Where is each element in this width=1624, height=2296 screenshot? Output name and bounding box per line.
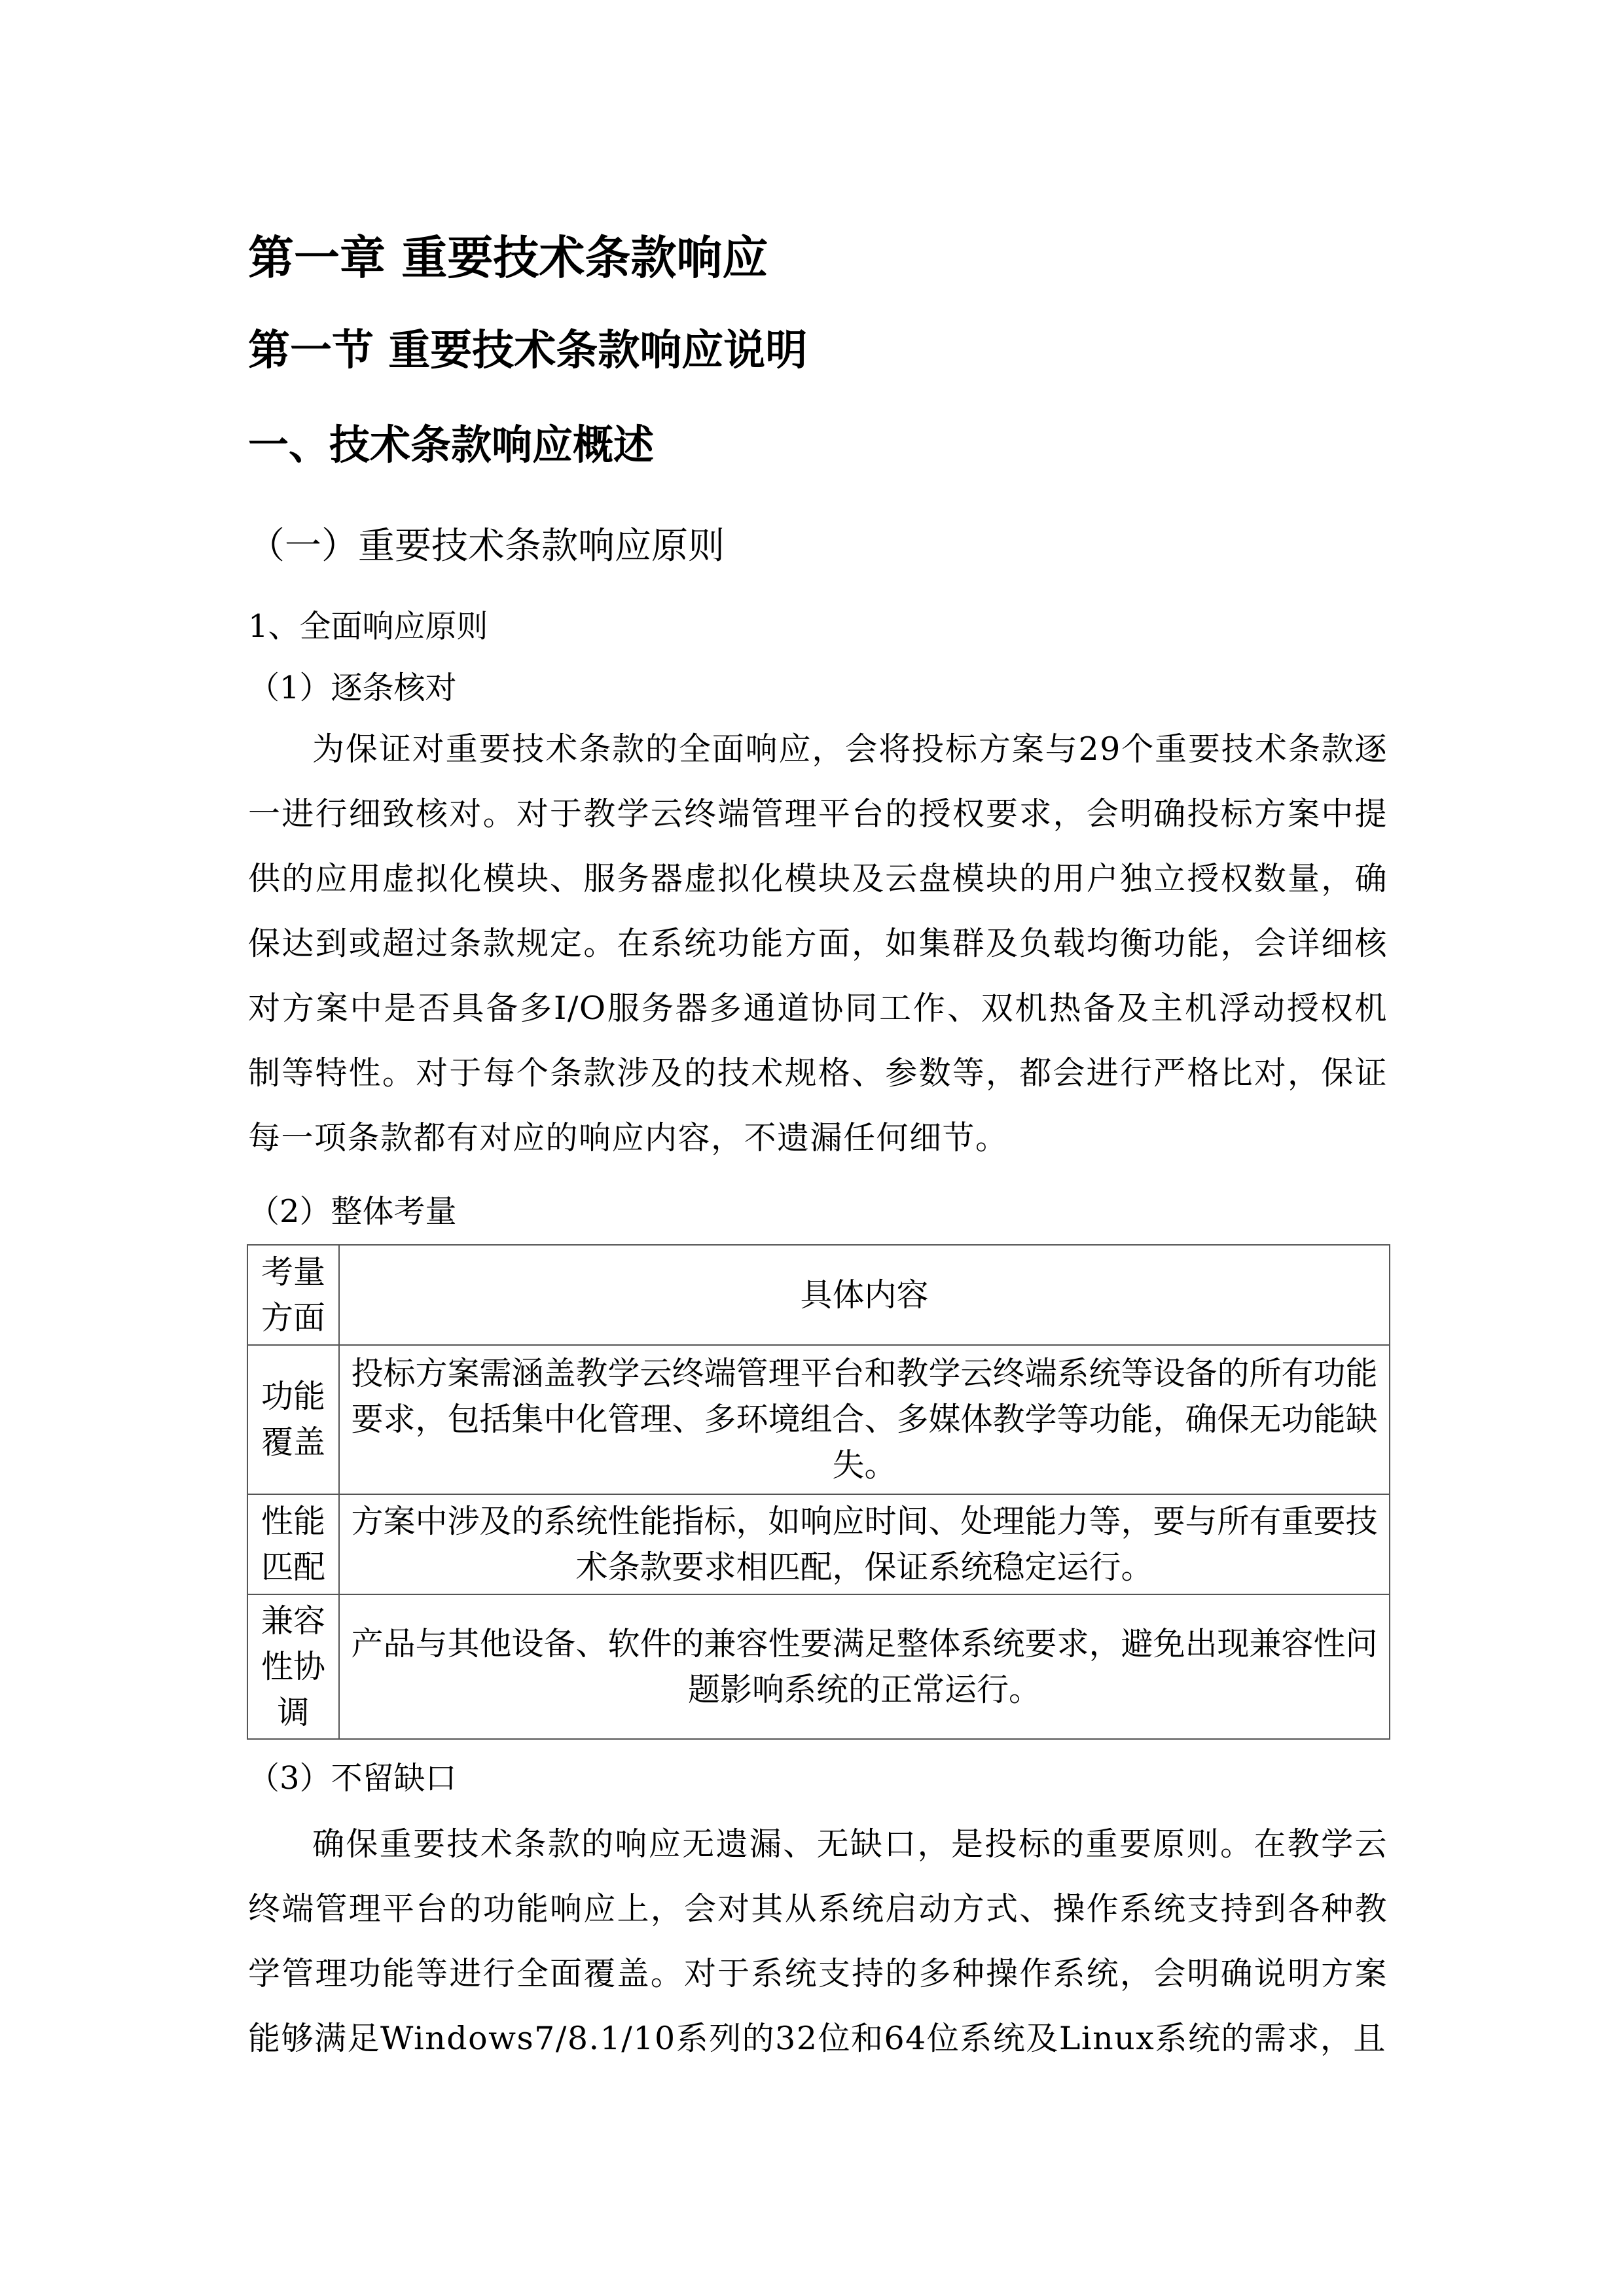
table-row	[247, 1345, 1390, 1494]
table-header-cell: 具体内容	[339, 1245, 1390, 1345]
table-cell-aspect: 功能覆盖	[247, 1345, 339, 1494]
table-cell-content: 产品与其他设备、软件的兼容性要满足整体系统要求，避免出现兼容性问题影响系统的正常运行。	[339, 1594, 1390, 1739]
item-1-paragraph: 为保证对重要技术条款的全面响应，会将投标方案与29个重要技术条款逐一进行细致核对。对于教学云终端管理平台的授权要求，会明确投标方案中提供的应用虚拟化模块、服务器虚拟化模块及云盘模块的用户独立授权数量，确保达到或超过条款规定。在系统功能方面，如集群及负载均衡功能，会详细核对方案中是否具备多I/O服务器多通道协同工作、双机热备及主机浮动授权机制等特性。对于每个条款涉及的技术规格、参数等，都会进行严格比对，保证每一项条款都有对应的响应内容，不遗漏任何细节。	[248, 730, 1388, 1157]
considerations-table	[247, 1244, 1390, 1740]
heading-level-1: 一、技术条款响应概述	[248, 421, 655, 469]
item-2-title: （2）整体考量	[248, 1193, 457, 1230]
table-cell-aspect: 性能匹配	[247, 1494, 339, 1594]
chapter-title: 第一章 重要技术条款响应	[248, 230, 768, 285]
item-1-title: （1）逐条核对	[248, 670, 457, 706]
table-header-row	[247, 1245, 1390, 1345]
item-3-paragraph: 确保重要技术条款的响应无遗漏、无缺口，是投标的重要原则。在教学云终端管理平台的功能响应上，会对其从系统启动方式、操作系统支持到各种教学管理功能等进行全面覆盖。对于系统支持的多种操作系统，会明确说明方案能够满足Windows7/8.1/10系列的32位和64位系统及Linux系统的需求，且	[248, 1825, 1388, 2057]
table-header-cell: 考量方面	[247, 1245, 339, 1345]
table-cell-aspect: 兼容性协调	[247, 1594, 339, 1739]
table-row	[247, 1594, 1390, 1739]
table-cell-content: 方案中涉及的系统性能指标，如响应时间、处理能力等，要与所有重要技术条款要求相匹配，保证系统稳定运行。	[339, 1494, 1390, 1594]
heading-level-2: （一）重要技术条款响应原则	[248, 525, 725, 567]
section-title: 第一节 重要技术条款响应说明	[248, 326, 808, 375]
table-row	[247, 1494, 1390, 1594]
heading-level-3: 1、全面响应原则	[248, 608, 488, 645]
item-3-title: （3）不留缺口	[248, 1760, 457, 1797]
table-cell-content: 投标方案需涵盖教学云终端管理平台和教学云终端系统等设备的所有功能要求，包括集中化管理、多环境组合、多媒体教学等功能，确保无功能缺失。	[339, 1345, 1390, 1494]
